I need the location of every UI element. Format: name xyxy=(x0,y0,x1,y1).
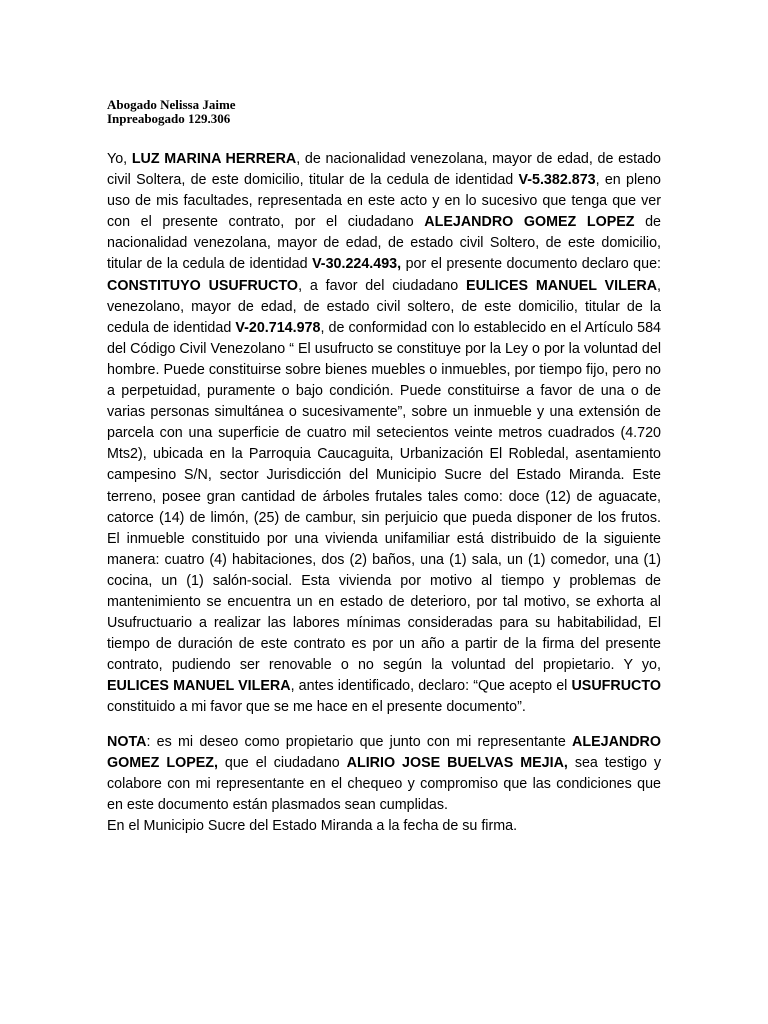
text-segment: Yo, xyxy=(107,151,132,167)
beneficiary-id: V-20.714.978 xyxy=(235,319,321,336)
lawyer-name: Abogado Nelissa Jaime xyxy=(107,97,236,112)
text-segment: constituido a mi favor que se me hace en el presente documento”. xyxy=(107,699,526,716)
representative-name: ALEJANDRO GOMEZ LOPEZ xyxy=(424,214,635,231)
closing-line: En el Municipio Sucre del Estado Miranda a la fecha de su firma. xyxy=(107,817,518,834)
text-segment: , de conformidad con lo establecido en el Artículo 584 del Código Civil Venezolano “ El usufructo se constituye por la Ley o por la voluntad del hombre. Puede constituirse sobre bienes muebles o inmuebles, por tiempo fijo, pero no a perpetuidad, puramente o bajo condición. Puede constituirse a favor de una o de varias personas simultánea o sucesivamente”, sobre un inmueble y una extensión de parcela con una superficie de cuatro mil setecientos veinte metros cuadrados (4.720 Mts2), ubicada en la Parroquia Caucaguita, Urbanización El Robledal, asentamiento campesino S/N, sector Jurisdicción del Municipio Sucre del Estado Miranda. Este terreno, posee gran cantidad de árboles frutales tales como: doce (12) de aguacate, catorce (14) de limón, (25) de cambur, sin perjuicio que pueda disponer de los frutos. El inmueble constituido por una vivienda unifamiliar está distribuido de la siguiente manera: cuatro (4) habitaciones, dos (2) baños, una (1) sala, un (1) comedor, una (1) cocina, un (1) salón-social. Esta vivienda por motivo al tiempo y problemas de mantenimiento se encuentra un en estado de deterioro, por tal motivo, se exhorta al Usufructuario a realizar las labores mínimas consideradas para su habitabilidad, El tiempo de duración de este contrato es por un año a partir de la firma del presente contrato, pudiendo ser renovable o no según la voluntad del propietario. Y yo, xyxy=(107,319,662,674)
text-segment: por el presente documento declaro que: xyxy=(401,256,661,273)
representative-name: ALEJANDRO GOMEZ LOPEZ, xyxy=(107,733,661,771)
letterhead xyxy=(107,98,236,125)
text-segment: , en pleno uso de mis facultades, representada en este acto y en lo sucesivo que tenga que ver con el presente contrato, por el ciudadano xyxy=(107,172,661,231)
note-label: NOTA xyxy=(107,733,147,750)
grantor-name: LUZ MARINA HERRERA xyxy=(131,151,297,167)
note-paragraph xyxy=(107,732,661,816)
witness-name: ALIRIO JOSE BUELVAS MEJIA, xyxy=(346,754,568,771)
usufruct-declaration: CONSTITUYO USUFRUCTO xyxy=(107,277,299,294)
text-segment: , a favor del ciudadano xyxy=(298,277,467,294)
usufruct-term: USUFRUCTO xyxy=(571,678,661,695)
text-segment: , venezolano, mayor de edad, de estado civil soltero, de este domicilio, titular de la cedula de identidad xyxy=(107,277,661,336)
text-segment: de nacionalidad venezolana, mayor de edad, de estado civil Soltero, de este domicilio, titular de la cedula de identidad xyxy=(107,214,661,273)
text-segment: que el ciudadano xyxy=(217,754,347,771)
declaration-paragraph xyxy=(107,149,661,719)
beneficiary-name: EULICES MANUEL VILERA xyxy=(466,277,658,294)
lawyer-registration: Inpreabogado 129.306 xyxy=(107,110,231,126)
beneficiary-name-acceptance: EULICES MANUEL VILERA xyxy=(107,678,291,695)
grantor-id: V-5.382.873 xyxy=(518,172,596,189)
representative-id: V-30.224.493, xyxy=(312,256,402,273)
text-segment: , de nacionalidad venezolana, mayor de edad, de estado civil Soltera, de este domicilio, titular de la cedula de identidad xyxy=(107,151,661,189)
text-segment: : es mi deseo como propietario que junto con mi representante xyxy=(146,733,573,750)
text-segment: sea testigo y colabore con mi representante en el chequeo y compromiso que las condiciones que en este documento están plasmados sean cumplidas. xyxy=(107,754,661,813)
document-body xyxy=(107,149,661,837)
text-segment: , antes identificado, declaro: “Que acepto el xyxy=(290,678,572,695)
